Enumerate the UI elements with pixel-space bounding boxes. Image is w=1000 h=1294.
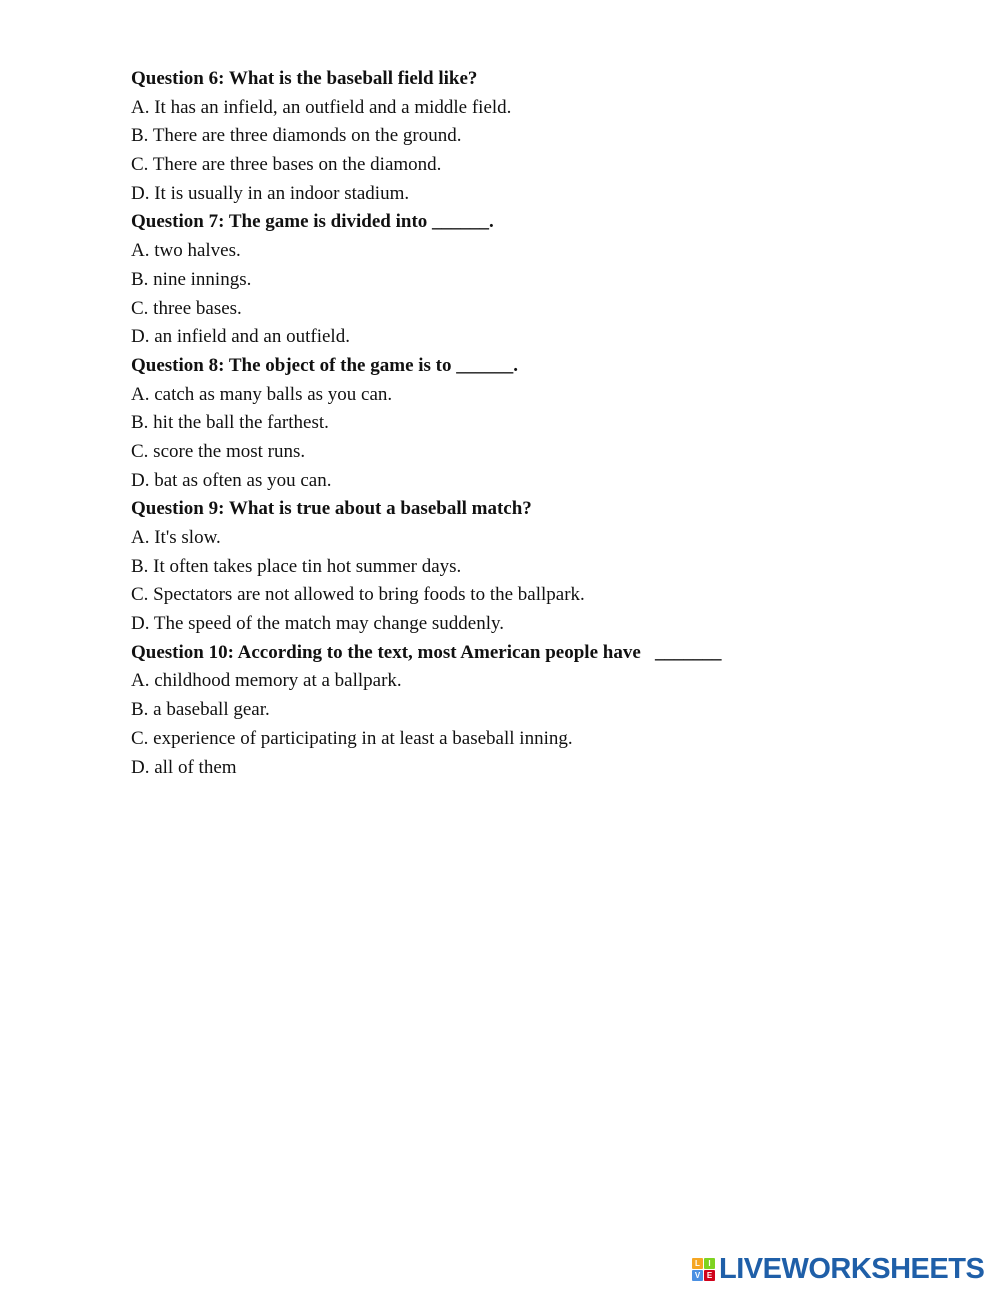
question-block [131, 639, 891, 782]
liveworksheets-logo [692, 1252, 984, 1286]
answer-option: D. an infield and an outfield. [131, 326, 350, 348]
answer-option: B. nine innings. [131, 268, 252, 290]
answer-option: C. three bases. [131, 297, 242, 319]
answer-option: D. bat as often as you can. [131, 469, 332, 491]
answer-option: C. Spectators are not allowed to bring foods to the ballpark. [131, 584, 585, 606]
answer-option: A. It's slow. [131, 527, 221, 548]
logo-mark-cell: V [692, 1270, 703, 1281]
question-text: Question 7: The game is divided into ______. [131, 211, 494, 233]
question-block [131, 65, 891, 208]
answer-option: B. hit the ball the farthest. [131, 412, 329, 434]
answer-option: D. all of them [131, 756, 237, 778]
question-block [131, 352, 891, 495]
answer-option: C. score the most runs. [131, 440, 306, 462]
logo-mark-cell: E [704, 1270, 715, 1281]
answer-option: B. There are three diamonds on the ground. [131, 125, 462, 147]
answer-option: D. The speed of the match may change suddenly. [131, 613, 505, 635]
question-text: Question 10: According to the text, most American people have _______ [131, 641, 722, 663]
answer-option: C. experience of participating in at least a baseball inning. [131, 727, 573, 749]
answer-option: B. a baseball gear. [131, 699, 270, 721]
answer-option: C. There are three bases on the diamond. [131, 154, 442, 176]
question-text: Question 6: What is the baseball field like? [131, 68, 478, 89]
logo-mark-cell: L [692, 1258, 703, 1269]
answer-option: D. It is usually in an indoor stadium. [131, 182, 410, 204]
question-block [131, 208, 891, 351]
answer-option: A. It has an infield, an outfield and a middle field. [131, 96, 512, 118]
answer-option: A. childhood memory at a ballpark. [131, 670, 402, 692]
answer-option: A. catch as many balls as you can. [131, 383, 393, 405]
answer-option: A. two halves. [131, 240, 241, 262]
logo-mark-icon [692, 1258, 715, 1281]
question-text: Question 8: The object of the game is to ______. [131, 354, 519, 376]
logo-mark-cell: I [704, 1258, 715, 1269]
question-block [131, 495, 891, 638]
question-text: Question 9: What is true about a baseball match? [131, 498, 532, 520]
worksheet [131, 65, 891, 782]
answer-option: B. It often takes place tin hot summer days. [131, 555, 462, 577]
logo-wordmark: LIVEWORKSHEETS [719, 1253, 985, 1285]
